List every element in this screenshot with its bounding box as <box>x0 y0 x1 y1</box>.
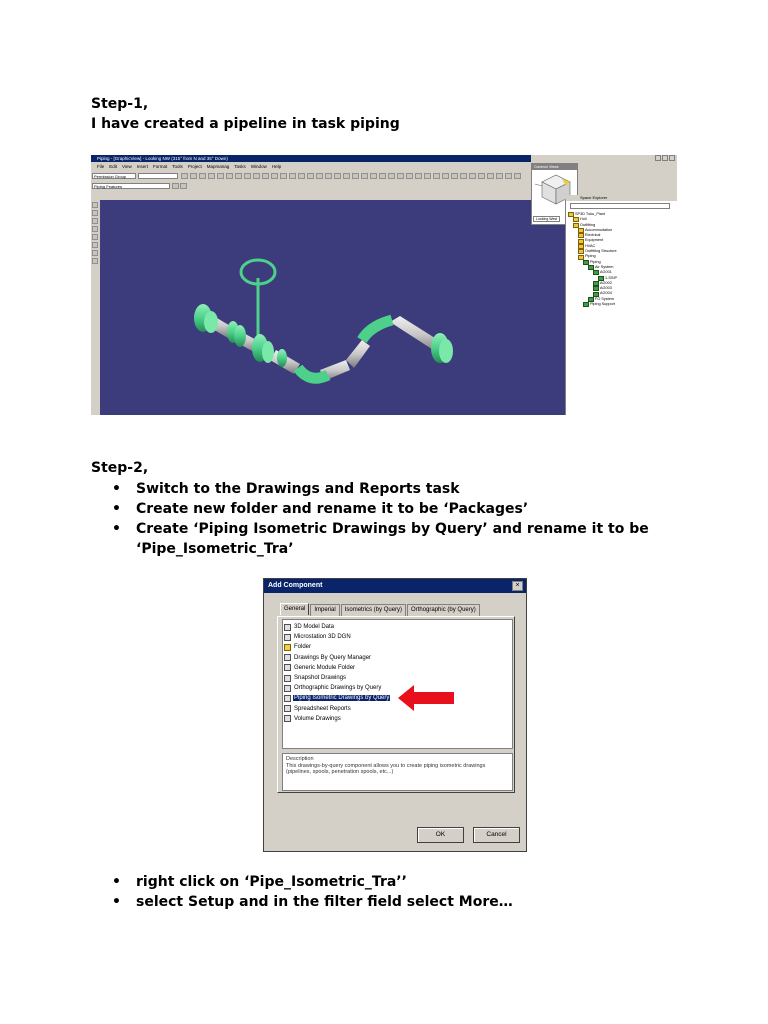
folder-icon <box>568 212 574 217</box>
bullet-glyph: • <box>112 874 121 890</box>
tree-node-label: AG002 <box>600 280 612 285</box>
menu-item[interactable]: Edit <box>109 164 118 169</box>
tool-icon[interactable] <box>92 258 98 264</box>
list-item-label: Orthographic Drawings by Query <box>294 685 382 692</box>
bullet-glyph: • <box>112 894 121 910</box>
folder-icon <box>578 239 584 244</box>
folder-icon <box>573 217 579 222</box>
dialog-tabs <box>280 604 481 616</box>
description-label: Description <box>286 756 314 762</box>
step2-bullet-3-cont: ‘Pipe_Isometric_Tra’ <box>136 541 294 557</box>
tree-node-label: Outfitting Structure <box>585 249 617 254</box>
insert-component-icon[interactable] <box>180 183 187 189</box>
list-item[interactable] <box>284 714 512 724</box>
list-item[interactable] <box>284 622 512 632</box>
step2-bullet-1: • Switch to the Drawings and Reports task <box>112 481 460 497</box>
step2-list <box>91 479 649 559</box>
bullet-glyph: • <box>112 501 121 517</box>
bullet-glyph: • <box>112 521 121 537</box>
tree-node-label: AG003 <box>600 286 612 291</box>
step3-list <box>91 872 513 912</box>
tree-node-label: Equipment <box>585 238 604 243</box>
app-menubar <box>91 163 537 171</box>
menu-item[interactable]: View <box>122 164 132 169</box>
toolbar-button-icon[interactable] <box>487 173 494 179</box>
vertical-toolbar <box>91 200 100 415</box>
toolbar-button-icon[interactable] <box>262 173 269 179</box>
toolbar-button-icon[interactable] <box>226 173 233 179</box>
tree-node-label: Piping <box>585 254 596 259</box>
toolbar-button-icon[interactable] <box>352 173 359 179</box>
window-controls <box>655 155 675 161</box>
component-icon <box>284 675 291 682</box>
explorer-filter-combo[interactable] <box>570 203 670 209</box>
folder-icon <box>593 270 599 275</box>
toolbar-button-icon[interactable] <box>298 173 305 179</box>
component-icon <box>284 715 291 722</box>
tree-node-label: HVAC <box>585 243 596 248</box>
component-icon <box>284 705 291 712</box>
toolbar-button-icon[interactable] <box>244 173 251 179</box>
toolbar-button-icon[interactable] <box>388 173 395 179</box>
ok-button[interactable]: OK <box>417 827 464 843</box>
tool-icon[interactable] <box>92 202 98 208</box>
description-box <box>282 753 513 791</box>
toolbar-button-icon[interactable] <box>181 173 188 179</box>
graphic-view[interactable] <box>100 200 565 415</box>
list-item-label: Volume Drawings <box>294 715 341 722</box>
folder-icon <box>573 223 579 228</box>
tab-orthographic-by-query[interactable]: Orthographic (by Query) <box>407 604 480 616</box>
step2-bullet-2: • Create new folder and rename it to be ‘Packages’ <box>112 501 529 517</box>
step1-heading: Step-1, <box>91 96 149 112</box>
toolbar-button-icon[interactable] <box>370 173 377 179</box>
menu-item[interactable]: Tasks <box>234 164 246 169</box>
tree-node-label: AG004 <box>600 291 612 296</box>
step1-text: I have created a pipeline in task piping <box>91 116 400 132</box>
toolbar-button-icon[interactable] <box>190 173 197 179</box>
tree-node-label: Electrical <box>585 233 601 238</box>
tab-isometrics-by-query[interactable]: Isometrics (by Query) <box>341 604 406 616</box>
list-item[interactable] <box>284 673 512 683</box>
folder-icon <box>578 228 584 233</box>
space-explorer-title: Space Explorer <box>566 195 677 201</box>
toolbar-button-icon[interactable] <box>433 173 440 179</box>
tree-node-label: Piping <box>590 259 601 264</box>
list-item-label: Microstation 3D DGN <box>294 634 351 641</box>
list-item[interactable] <box>284 663 512 673</box>
toolbar-button-icon[interactable] <box>217 173 224 179</box>
list-item-label: Drawings By Query Manager <box>294 654 372 661</box>
toolbar-button-icon[interactable] <box>505 173 512 179</box>
add-component-dialog <box>263 578 527 852</box>
close-icon[interactable]: × <box>512 581 523 591</box>
permission-group-combo[interactable]: Permission Group <box>92 173 136 179</box>
toolbar-button-icon[interactable] <box>496 173 503 179</box>
list-item[interactable] <box>284 642 512 652</box>
folder-icon <box>578 233 584 238</box>
folder-icon <box>588 265 594 270</box>
toolbar-button-icon[interactable] <box>316 173 323 179</box>
maximize-icon[interactable] <box>662 155 668 161</box>
looking-west-label: Looking West <box>533 216 560 222</box>
piping-features-combo[interactable]: Piping Features <box>92 183 170 189</box>
toolbar-button-icon[interactable] <box>307 173 314 179</box>
menu-item[interactable]: Mapmanag <box>206 164 230 169</box>
tree-node-label: Accommodation <box>585 227 613 232</box>
common-views-title: Common Views <box>532 164 577 170</box>
tree-node-label: Air System <box>595 264 614 269</box>
toolbar-button-icon[interactable] <box>415 173 422 179</box>
toolbar-button-icon[interactable] <box>208 173 215 179</box>
tab-imperial[interactable]: Imperial <box>310 604 339 616</box>
component-icon <box>284 634 291 641</box>
tool-icon[interactable] <box>92 226 98 232</box>
list-item-label: Piping Isometric Drawings by Query <box>294 695 390 702</box>
space-tree <box>568 212 617 307</box>
tree-node-label: Outfitting <box>580 222 596 227</box>
toolbar-button-icon[interactable] <box>289 173 296 179</box>
toolbar-button-icon[interactable] <box>451 173 458 179</box>
component-icon <box>284 685 291 692</box>
tool-icon[interactable] <box>92 242 98 248</box>
app-titlebar: Piping - [GraphicView] - Looking NW (315° from N and 35° Down) <box>91 155 531 162</box>
list-item-label: Snapshot Drawings <box>294 675 347 682</box>
list-item[interactable] <box>284 653 512 663</box>
menu-item[interactable]: Tools <box>172 164 183 169</box>
component-icon <box>284 624 291 631</box>
folder-icon <box>578 249 584 254</box>
list-item-label: Folder <box>294 644 312 651</box>
list-item[interactable] <box>284 632 512 642</box>
elbow-2 <box>362 320 392 340</box>
close-icon[interactable] <box>669 155 675 161</box>
tool-icon[interactable] <box>92 210 98 216</box>
toolbar-row-2 <box>91 182 531 191</box>
bullet-glyph: • <box>112 481 121 497</box>
tree-node-label: Hull <box>580 217 587 222</box>
toolbar-button-icon[interactable] <box>424 173 431 179</box>
component-icon <box>284 654 291 661</box>
toolbar-button-icon[interactable] <box>253 173 260 179</box>
dialog-title: Add Component <box>264 579 526 593</box>
menu-item[interactable]: Window <box>250 164 267 169</box>
menu-item[interactable]: Help <box>271 164 282 169</box>
step3-bullet-2: • select Setup and in the filter field select More… <box>112 894 513 910</box>
toolbar-button-icon[interactable] <box>325 173 332 179</box>
toolbar-button-icon[interactable] <box>280 173 287 179</box>
list-item-label: Spreadsheet Reports <box>294 705 351 712</box>
folder-icon <box>593 281 599 286</box>
toolbar-button-icon[interactable] <box>406 173 413 179</box>
pipeline-3d-model <box>100 200 565 415</box>
toolbar-button-icon[interactable] <box>514 173 521 179</box>
toolbar-button-icon[interactable] <box>199 173 206 179</box>
red-arrow-icon <box>398 684 456 712</box>
tree-node[interactable] <box>568 302 617 307</box>
tree-node-label: Piping Support <box>590 302 615 307</box>
menu-item[interactable]: File <box>97 164 105 169</box>
menu-item[interactable]: Format <box>152 164 168 169</box>
tree-node-label: 1-SSIP <box>605 275 618 280</box>
toolbar-row-1 <box>91 172 531 181</box>
toolbar-button-icon[interactable] <box>334 173 341 179</box>
toolbar-button-icon[interactable] <box>460 173 467 179</box>
toolbar-button-icon[interactable] <box>379 173 386 179</box>
list-item-label: 3D Model Data <box>294 624 335 631</box>
tree-node-label: FO System <box>595 296 614 301</box>
folder-icon <box>284 644 291 651</box>
folder-icon <box>593 286 599 291</box>
cancel-button[interactable]: Cancel <box>473 827 520 843</box>
minimize-icon[interactable] <box>655 155 661 161</box>
toolbar-button-icon[interactable] <box>478 173 485 179</box>
tab-general[interactable]: General <box>280 603 309 615</box>
tool-icon[interactable] <box>92 218 98 224</box>
description-text: This drawings-by-query component allows you to create piping isometric drawings (pipelines, spools, penetration spools, etc...) <box>286 763 486 775</box>
folder-icon <box>578 255 584 260</box>
tool-icon[interactable] <box>92 234 98 240</box>
tool-icon[interactable] <box>92 250 98 256</box>
route-pipe-icon[interactable] <box>172 183 179 189</box>
tree-node-label: SP3D Tuku_Plant <box>575 212 605 216</box>
toolbar-button-icon[interactable] <box>271 173 278 179</box>
list-item-label: Generic Module Folder <box>294 664 356 671</box>
component-icon <box>284 695 291 702</box>
toolbar-button-icon[interactable] <box>469 173 476 179</box>
step2-bullet-3: • Create ‘Piping Isometric Drawings by Query’ and rename it to be <box>112 521 649 537</box>
toolbar-button-icon[interactable] <box>361 173 368 179</box>
piping-app-screenshot <box>91 155 677 415</box>
folder-icon <box>578 244 584 249</box>
toolbar-button-icon[interactable] <box>397 173 404 179</box>
step2-heading: Step-2, <box>91 460 149 476</box>
toolbar-button-icon[interactable] <box>343 173 350 179</box>
folder-icon <box>583 302 589 307</box>
toolbar-button-icon[interactable] <box>235 173 242 179</box>
menu-item[interactable]: Insert <box>136 164 148 169</box>
blank-combo[interactable] <box>138 173 178 179</box>
folder-icon <box>583 260 589 265</box>
space-explorer-panel <box>565 195 677 415</box>
step3-bullet-1: • right click on ‘Pipe_Isometric_Tra’’ <box>112 874 407 890</box>
menu-item[interactable]: Project <box>187 164 202 169</box>
tree-node-label: AG001 <box>600 270 612 275</box>
toolbar-button-icon[interactable] <box>442 173 449 179</box>
component-icon <box>284 664 291 671</box>
